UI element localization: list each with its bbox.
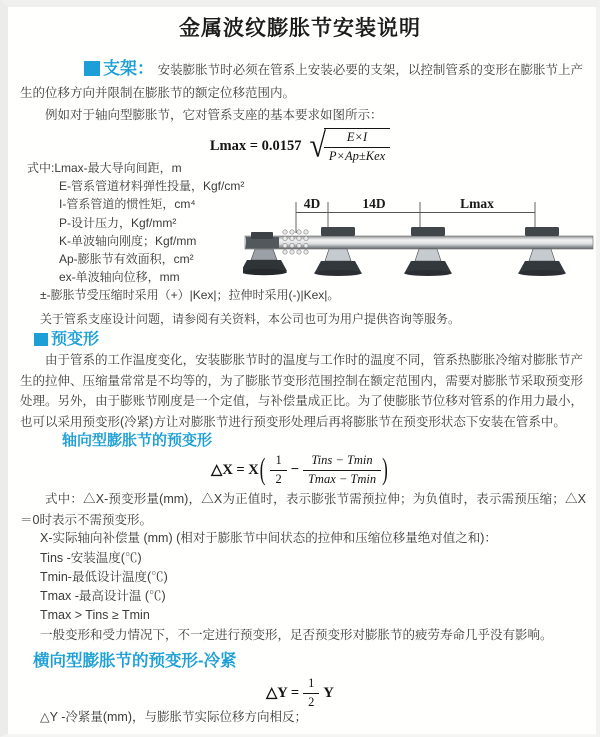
axial-predeform-heading: 轴向型膨胀节的预变形 [62,432,213,449]
lmax-formula-lhs: Lmax = 0.0157 [209,137,302,154]
lateral-predeform-heading: 横向型膨胀节的预变形-冷紧 [33,652,237,670]
close-paren: ) [382,452,388,487]
definition-line: I-管系管道的惯性矩，cm⁴ [59,197,196,212]
one-half-fraction [303,676,319,710]
lateral-formula-rhs: Y [323,684,334,701]
axial-note-line: X-实际轴向补偿量 (mm) (相对于膨胀节中间状态的拉伸和压缩位移量绝对值之和)： [40,531,497,545]
one-half-fraction [270,453,286,487]
section-bullet-icon [84,61,100,76]
fraction-denominator: 2 [275,471,282,486]
lateral-predeform-formula [0,676,600,710]
axial-note-line: Tins -安装温度(℃) [40,551,142,565]
fraction-denominator: Tmax − Tmin [307,471,377,486]
dimension-label-lmax: Lmax [460,196,494,211]
definition-line: 式中:Lmax-最大导向间距，m [27,161,182,175]
fraction-numerator: Tins − Tmin [303,453,381,471]
axial-note-paragraph: 式中：△X-预变形量(mm)，△X为正值时，表示膨张节需预拉伸；为负值时，表示需预压缩；△X＝0时表示不需预变形。 [20,492,586,527]
open-paren: ( [259,452,266,487]
axial-note-line: 一般变形和受力情况下，不一定进行预变形，足否预变形对膨胀节的疲劳寿命几乎没有影响。 [40,628,553,642]
support-section-heading: 支架： [103,59,155,78]
support-intro-text: 安装膨胀节时必须在管系上安装必要的支架，以控制管系的变形在膨胀节上产生的位移方向并限制在膨胀节的额定位移范围内。 [20,63,583,100]
guide-support-graphic [518,227,566,276]
predeform-section-heading: 预变形 [51,331,100,348]
axial-predeform-formula [0,453,600,487]
lmax-fraction-numerator: E×I [324,130,390,148]
guide-support-graphic [404,227,452,276]
dimension-label-14d: 14D [362,196,386,211]
definition-line: Ap-膨胀节有效面积，cm² [59,252,194,267]
predeform-section-heading-row [34,326,99,349]
support-spacing-diagram [243,191,595,287]
guide-support-graphic [314,227,362,276]
fraction-numerator: 1 [270,453,286,471]
dimension-label-4d: 4D [303,196,321,211]
axial-formula-lhs: △X = X [211,461,259,478]
page-title: 金属波纹膨胀节安装说明 [179,17,421,40]
definition-line: P-设计压力，Kgf/mm² [59,215,177,230]
support-closing-line: 关于管系支座设计问题，请参阅有关资料，本公司也可为用户提供咨询等服务。 [40,311,461,326]
definition-line: K-单波轴向刚度；Kgf/mm [59,233,197,248]
axial-note-line: Tmax > Tins ≥ Tmin [40,608,150,622]
support-intro-paragraph [20,57,583,105]
fraction-numerator: 1 [303,676,319,694]
predeform-paragraph: 由于管系的工作温度变化，安装膨胀节时的温度与工作时的温度不同，管系热膨胀冷缩对膨胀节产生的拉伸、压缩量常常是不均等的，为了膨胀节变形范围控制在额定范围内，需要对膨胀节采取预变形处理。另外，由于膨账节刚度是一个定值，与补偿量成正比。为了使膨胀节位移对管系的作用力最小，也可以采用预变形(冷紧)方让对膨胀节进行预变形处理后再将膨胀节在预变形状态下安装在管系中。 [20,353,583,429]
section-bullet-icon [34,333,48,346]
definition-line: ex-单波轴向位移，mm [59,270,180,285]
axial-note-line: Tmin-最低设计温度(℃) [40,570,168,584]
minus-sign: − [290,461,299,478]
support-example-line: 例如对于轴向型膨胀节，它对管系支座的基本要求如图所示： [45,108,383,122]
lmax-fraction-denominator: P×Ap±Kex [328,148,386,163]
axial-note-line: Tmax -最高设计温 (℃) [40,589,166,603]
temperature-ratio-fraction [303,453,381,487]
lateral-formula-lhs: △Y = [266,684,300,701]
definition-line: E-管系管道材料弹性投量，Kgf/cm² [59,179,245,194]
lateral-note-line: △Y -冷紧量(mm)，与膨胀节实际位移方向相反； [40,710,308,724]
fraction-denominator: 2 [308,694,315,709]
definition-line: ±-膨胀节受压缩时采用（+）|Kex|；拉伸时采用(-)|Kex|。 [40,288,340,303]
radical-sign: √ [309,126,326,165]
